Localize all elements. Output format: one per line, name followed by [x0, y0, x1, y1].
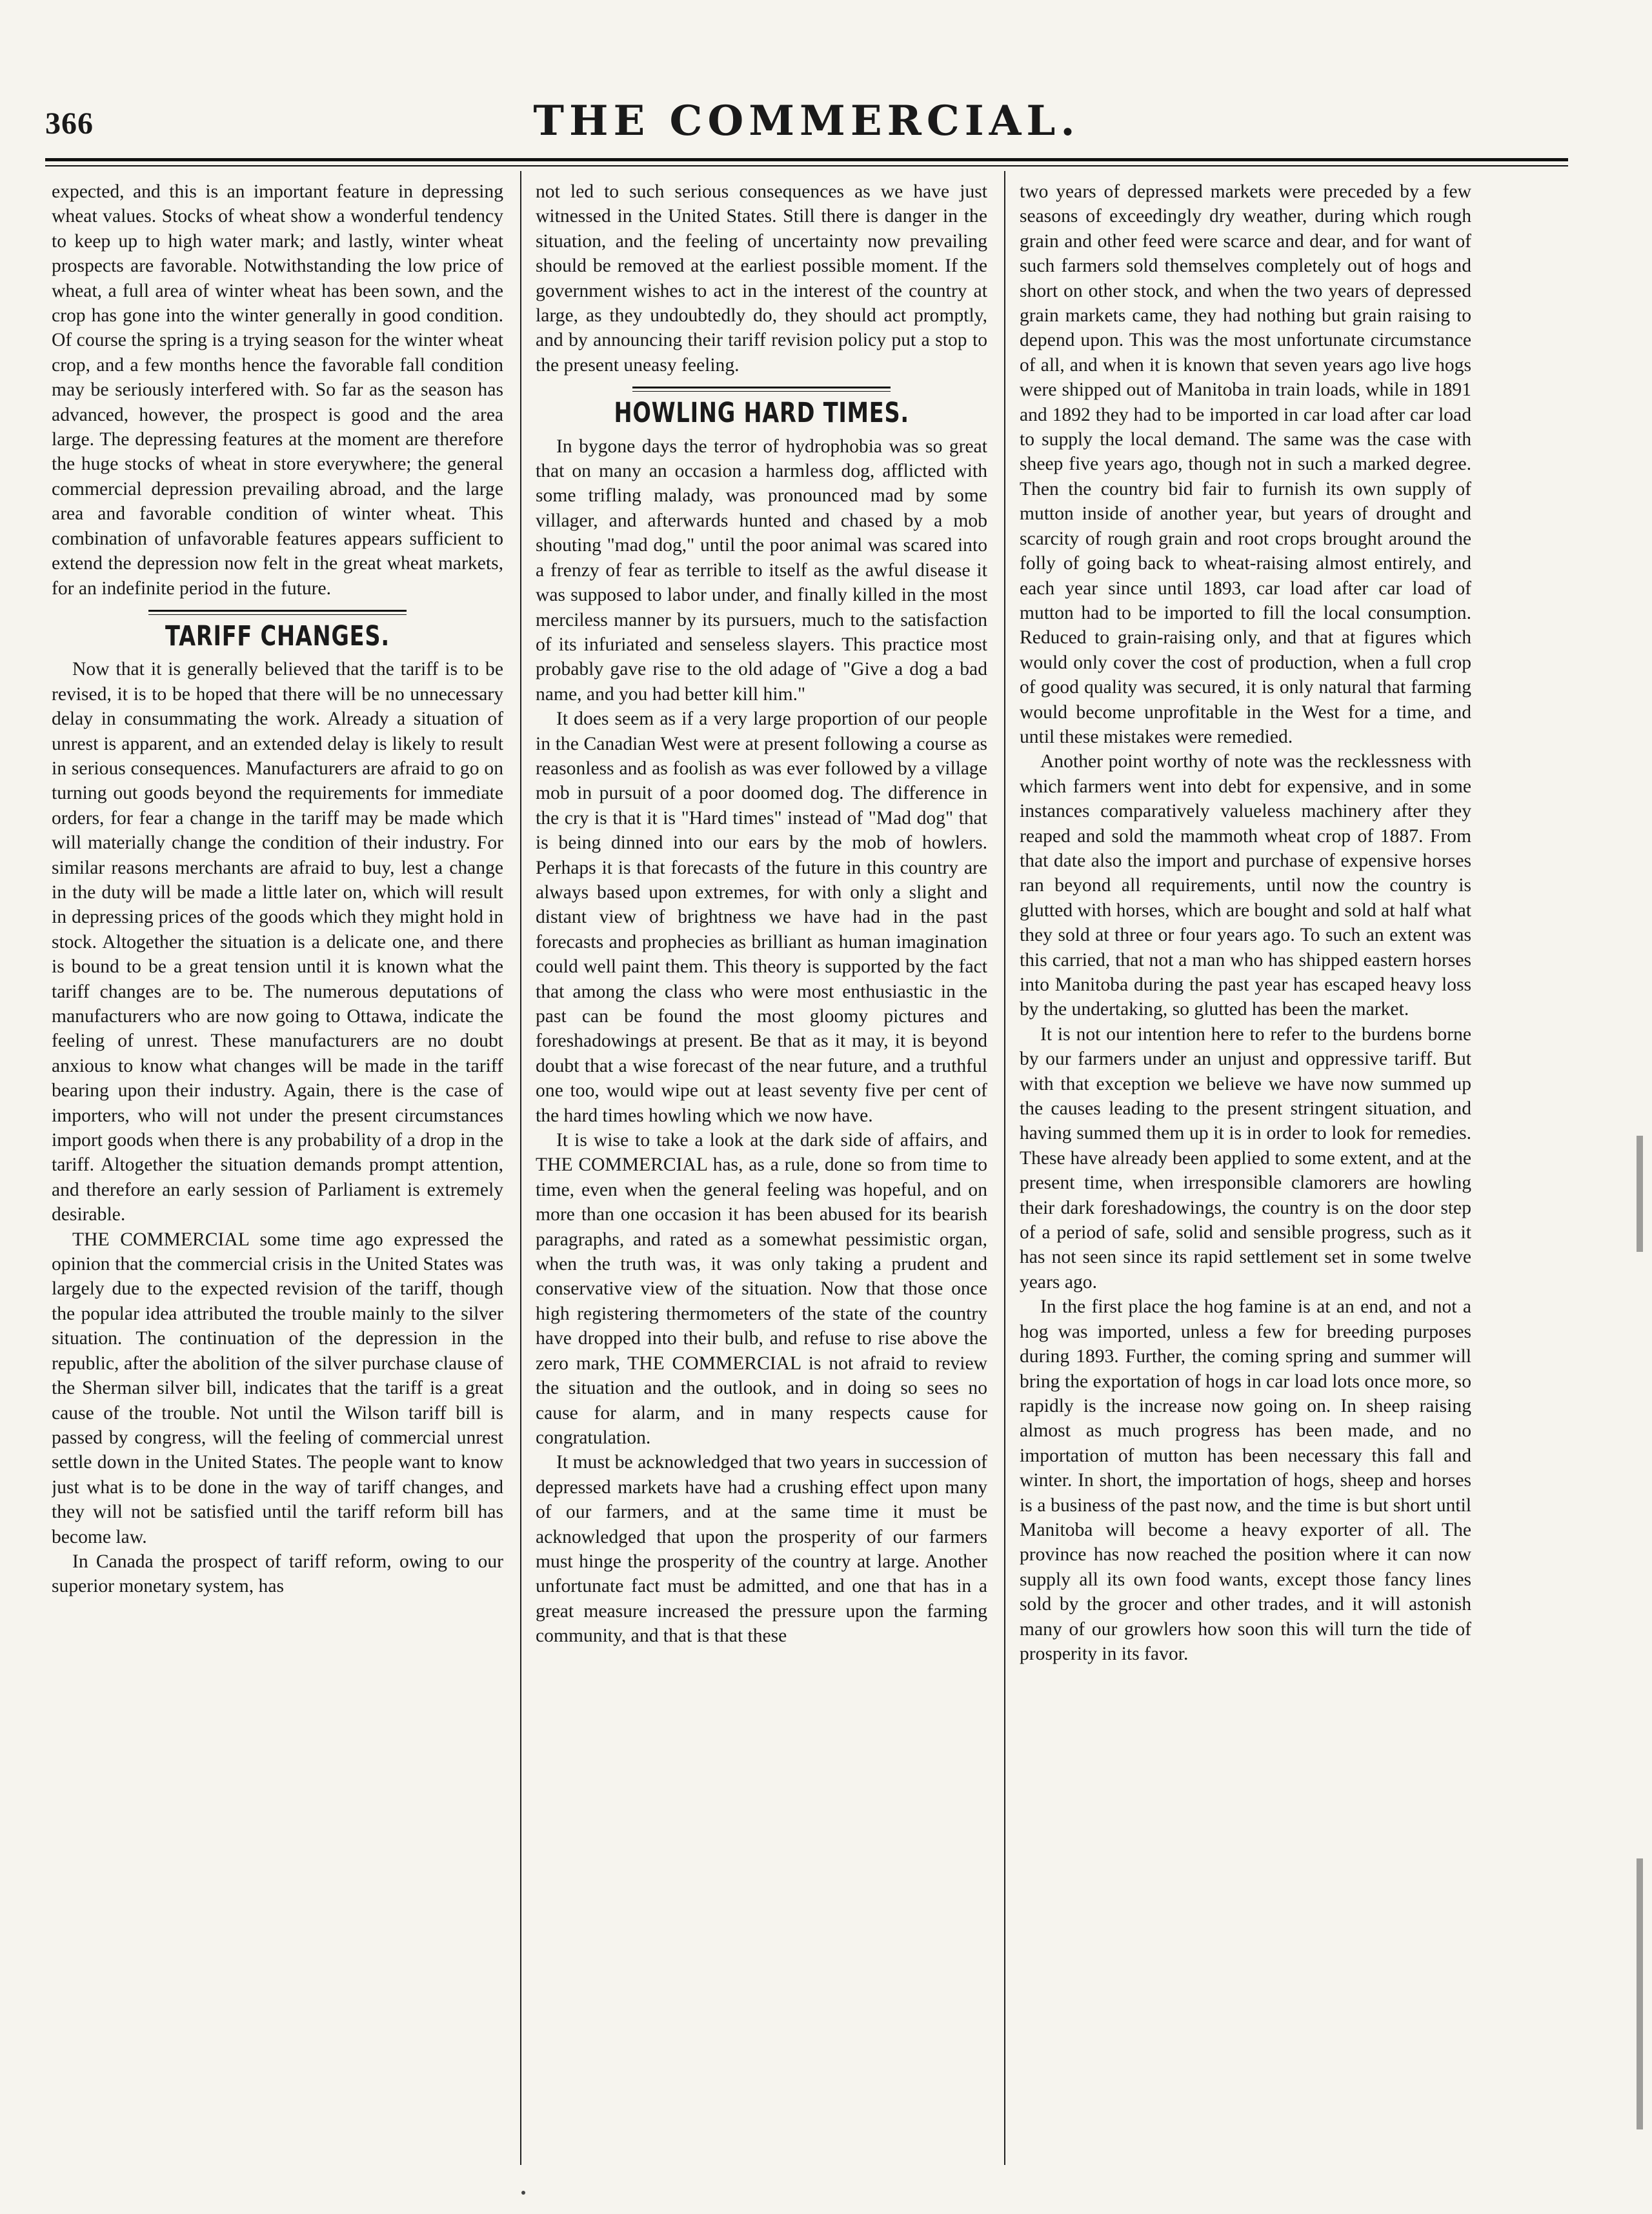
- header-rule: [45, 158, 1568, 166]
- paragraph: two years of depressed markets were preceded by a few seasons of exceedingly dry weather, during which rough grain and other feed were scarce and dear, and for want of such farmers sold themselves completely out of hogs and short on other stock, and when the two years of depressed grain markets came, they had nothing but grain raising to depend upon. This was the most unfortunate circumstance of all, and when it is known that seven years ago live hogs were shipped out of Manitoba in train loads, while in 1891 and 1892 they had to be imported in car load after car load to supply the local demand. The same was the case with sheep five years ago, though not in such a marked degree. Then the country bid fair to furnish its own supply of mutton inside of another year, but years of drought and scarcity of rough grain and root crops brought around the folly of going back to wheat-raising almost entirely, and each year since until 1893, car load after car load of mutton had to be imported to fill the local consumption. Reduced to grain-raising only, and that at figures which would only cover the cost of production, when a full crop of good quality was secured, it is only natural that farming would become unprofitable in the West for a time, and until these mistakes were remedied.: [1020, 181, 1471, 747]
- article-heading: TARIFF CHANGES.: [165, 619, 390, 652]
- margin-speck: [1637, 1858, 1643, 2129]
- paragraph: not led to such serious consequences as we have just witnessed in the United States. Still there is danger in the situation, and the feeling of uncertainty now prevailing should be removed at the earliest possible moment. If the government wishes to act in the interest of the country at large, as they undoubtedly do, they should act promptly, and by announcing their tariff revision policy put a stop to the present uneasy feeling.: [536, 181, 987, 376]
- page-number: 366: [45, 106, 94, 141]
- article-heading-block: [52, 610, 503, 652]
- paragraph: expected, and this is an important feature in depressing wheat values. Stocks of wheat show a wonderful tendency to keep up to high water mark; and lastly, winter wheat prospects are favorable. Notwithstanding the low price of wheat, a full area of winter wheat has been sown, and the crop has gone into the winter generally in good condition. Of course the spring is a trying season for the winter wheat crop, and a few months hence the favorable fall condition may be seriously interfered with. So far as the season has advanced, however, the prospect is good and the area large. The depressing features at the moment are therefore the huge stocks of wheat in store everywhere; the general commercial depression prevailing abroad, and the large area and favorable condition of winter wheat. This combination of unfavorable features appears sufficient to extend the depression now felt in the great wheat markets, for an indefinite period in the future.: [52, 181, 503, 599]
- column-divider: [520, 171, 521, 2165]
- paragraph: Now that it is generally believed that the tariff is to be revised, it is to be hoped that there will be no unnecessary delay in consummating the work. Already a situation of unrest is apparent, and an extended delay is likely to result in serious consequences. Manufacturers are afraid to go on turning out goods beyond the requirements for immediate orders, for fear a change in the tariff may be made which will materially change the condition of their industry. For similar reasons merchants are afraid to buy, lest a change in the duty will be made a little later on, which will result in depressing prices of the goods which they might hold in stock. Altogether the situation is a delicate one, and there is bound to be a great tension until it is known what the tariff changes are to be. The numerous deputations of manufacturers who are now going to Ottawa, indicate the feeling of unrest. These manufacturers are no doubt anxious to know what changes will be made in the tariff bearing upon their industry. Again, there is the case of importers, who will not under the present circumstances import goods when there is any probability of a drop in the tariff. Altogether the situation demands prompt attention, and therefore an early session of Parliament is extremely desirable.: [52, 659, 503, 1225]
- paragraph: THE COMMERCIAL some time ago expressed the opinion that the commercial crisis in the United States was largely due to the expected revision of the tariff, though the popular idea attributed the trouble mainly to the silver situation. The continuation of the depression in the republic, after the abolition of the silver purchase clause of the Sherman silver bill, indicates that the tariff is a great cause of the trouble. Not until the Wilson tariff bill is passed by congress, will the feeling of commercial unrest settle down in the United States. The people want to know just what is to be done in the way of tariff changes, and they will not be satisfied until the tariff reform bill has become law.: [52, 1229, 503, 1547]
- article-heading-block: [536, 387, 987, 428]
- paragraph: Another point worthy of note was the recklessness with which farmers went into debt for expensive, and in some instances comparatively valueless machinery after they reaped and sold the mammoth wheat crop of 1887. From that date also the import and purchase of expensive horses ran beyond all requirements, until now the country is glutted with horses, which are bought and sold at half what they sold at three or four years ago. To such an extent was this carried, that not a man who has shipped eastern horses into Manitoba during the past year has escaped heavy loss by the undertaking, so glutted has been the market.: [1020, 751, 1471, 1020]
- paragraph: In Canada the prospect of tariff reform, owing to our superior monetary system, has: [52, 1551, 503, 1597]
- heading-rule: [148, 610, 407, 615]
- heading-rule: [632, 387, 891, 392]
- paragraph: In the first place the hog famine is at an end, and not a hog was imported, unless a few for breeding purposes during 1893. Further, the coming spring and summer will bring the exportation of hogs in car load lots once more, so rapidly is the increase now going on. In sheep raising almost as much progress has been made, and no importation of mutton has been necessary this fall and winter. In short, the importation of hogs, sheep and horses is a business of the past now, and the time is but short until Manitoba will become a heavy exporter of all. The province has now reached the position where it can now supply all its own food wants, except those fancy lines sold by the grocer and other trades, and it will astonish many of our growlers how soon this will turn the tide of prosperity in its favor.: [1020, 1296, 1471, 1664]
- printing-mark: [521, 2191, 525, 2195]
- page-header: [45, 97, 1568, 155]
- column-2: [536, 179, 987, 2199]
- paragraph: It is wise to take a look at the dark side of affairs, and THE COMMERCIAL has, as a rule, done so from time to time, even when the general feeling was hopeful, and on more than one occasion it has been abused for its bearish paragraphs, and rated as a somewhat pessimistic organ, when the truth was, it was only taking a prudent and conservative view of the situation. Now that those once high registering thermometers of the state of the country have dropped into their bulb, and refuse to rise above the zero mark, THE COMMERCIAL is not afraid to review the situation and the outlook, and in doing so sees no cause for alarm, and in many respects cause for congratulation.: [536, 1130, 987, 1448]
- paragraph: In bygone days the terror of hydrophobia was so great that on many an occasion a harmless dog, afflicted with some trifling malady, was pronounced mad by some villager, and afterwards hunted and chased by a mob shouting "mad dog," until the poor animal was scared into a frenzy of fear as terrible to itself as the awful disease it was supposed to labor under, and finally killed in the most merciless manner by its pursuers, much to the satisfaction of its infuriated and senseless slayers. This practice most probably gave rise to the old adage of "Give a dog a bad name, and you had better kill him.": [536, 436, 987, 705]
- paragraph: It must be acknowledged that two years in succession of depressed markets have had a crushing effect upon many of our farmers, and at the same time it must be acknowledged that upon the prosperity of our farmers must hinge the prosperity of the country at large. Another unfortunate fact must be admitted, and one that has in a great measure increased the pressure upon the farming community, and that is that these: [536, 1452, 987, 1647]
- column-divider: [1004, 171, 1005, 2165]
- margin-speck: [1637, 1136, 1643, 1252]
- column-1: [52, 179, 503, 2199]
- masthead-title: THE COMMERCIAL.: [533, 97, 1080, 145]
- column-3: [1020, 179, 1471, 2199]
- paragraph: It is not our intention here to refer to the burdens borne by our farmers under an unjust and oppressive tariff. But with that exception we believe we have now summed up the causes leading to the present stringent situation, and having summed them up it is in order to look for remedies. These have already been applied to some extent, and at the present time, when irresponsible clamorers are howling their dark foreshadowings, the country is on the door step of a period of safe, solid and sensible progress, such as it has not seen since its rapid settlement set in some twelve years ago.: [1020, 1023, 1471, 1293]
- article-heading: HOWLING HARD TIMES.: [614, 397, 909, 430]
- paragraph: It does seem as if a very large proportion of our people in the Canadian West were at present following a course as reasonless and as foolish as was ever followed by a village mob in pursuit of a poor doomed dog. The difference in the cry is that it is "Hard times" instead of "Mad dog" that is being dinned into our ears by the mob of howlers. Perhaps it is that forecasts of the future in this country are always based upon extremes, for with only a slight and distant view of brightness we have had in the past forecasts and prophecies as brilliant as human imagination could well paint them. This theory is supported by the fact that among the class who were most enthusiastic in the past can be found the most gloomy pictures and foreshadowings at present. Be that as it may, it is beyond doubt that a wise forecast of the near future, and a truthful one too, would wipe out at least seventy five per cent of the hard times howling which we now have.: [536, 709, 987, 1126]
